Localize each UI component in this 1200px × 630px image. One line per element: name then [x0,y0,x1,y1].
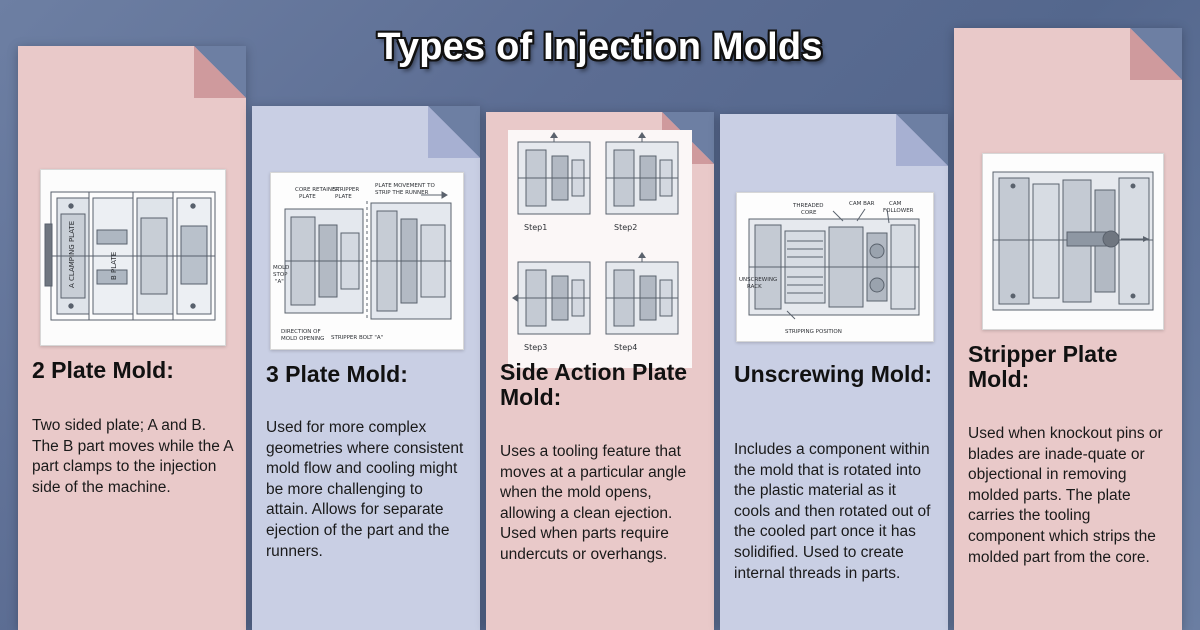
card-content [252,106,480,630]
diagram-label: DIRECTION OF [281,329,321,335]
diagram-label: CAM [889,201,902,207]
card-title: Side Action Plate Mold: [500,359,688,411]
diagram-label: RACK [747,284,762,290]
card-content [720,114,948,630]
diagram-label: CAM BAR [849,201,875,207]
diagram-label: Step2 [614,223,638,232]
card-body: Used for more complex geometries where consistent mold flow and cooling might be more challenging to attain. Allows for separate ejection of the part and the runners. [266,419,464,560]
three-plate-mold-diagram [270,172,464,350]
card-side-action-plate-mold[interactable] [486,112,714,630]
card-body: Uses a tooling feature that moves at a particular angle when the mold opens, allowing a clean ejection. Used when parts require undercuts or overhangs. [500,443,687,564]
diagram-label: Step1 [524,223,548,232]
unscrewing-mold-diagram [736,192,934,342]
page-title: Types of Injection Molds [377,26,823,68]
card-body: Includes a component within the mold that is rotated into the plastic material as it cools and then rotated out of the cooled part once it has solidified. Used to create internal threads in parts. [734,441,931,582]
card-unscrewing-mold[interactable] [720,114,948,630]
diagram-label: STRIPPING POSITION [785,329,842,335]
card-2-plate-mold[interactable] [18,46,246,630]
diagram-label: B PLATE [110,251,118,280]
card-body: Used when knockout pins or blades are inade-quate or objectional in removing molded parts. The plate carries the tooling component which strips the molded part from the core. [968,425,1163,566]
card-content [954,28,1182,630]
diagram-label: FOLLOWER [883,208,914,214]
diagram-label: PLATE MOVEMENT TO [375,183,435,189]
diagram-label: THREADED [793,203,824,209]
diagram-label: STRIPPER [333,187,360,193]
diagram-label: Step3 [524,343,548,352]
card-title: 2 Plate Mold: [32,357,174,383]
card-title: Stripper Plate Mold: [968,341,1118,393]
diagram-label: STOP [273,272,288,278]
stripper-plate-mold-diagram [982,153,1164,330]
card-content [18,46,246,630]
diagram-label: CORE RETAINER [295,187,340,193]
card-stripper-plate-mold[interactable] [954,28,1182,630]
diagram-label: MOLD [273,265,290,271]
card-3-plate-mold[interactable] [252,106,480,630]
card-title: 3 Plate Mold: [266,361,408,387]
card-content [486,112,714,630]
diagram-label: PLATE [335,194,352,200]
diagram-label: Step4 [614,343,638,352]
diagram-label: UNSCREWING [739,277,778,283]
card-title: Unscrewing Mold: [734,361,933,387]
diagram-label: STRIP THE RUNNER [375,190,429,196]
diagram-label: PLATE [299,194,316,200]
diagram-label: "A" [275,279,284,285]
diagram-label: MOLD OPENING [281,336,325,342]
two-plate-mold-diagram [40,169,226,346]
diagram-label: A CLAMPING PLATE [68,220,76,288]
card-body: Two sided plate; A and B. The B part moves while the A part clamps to the injection side of the machine. [32,417,233,496]
side-action-mold-diagram [508,130,692,368]
diagram-label: CORE [801,210,817,216]
diagram-label: STRIPPER BOLT "A" [331,335,384,341]
